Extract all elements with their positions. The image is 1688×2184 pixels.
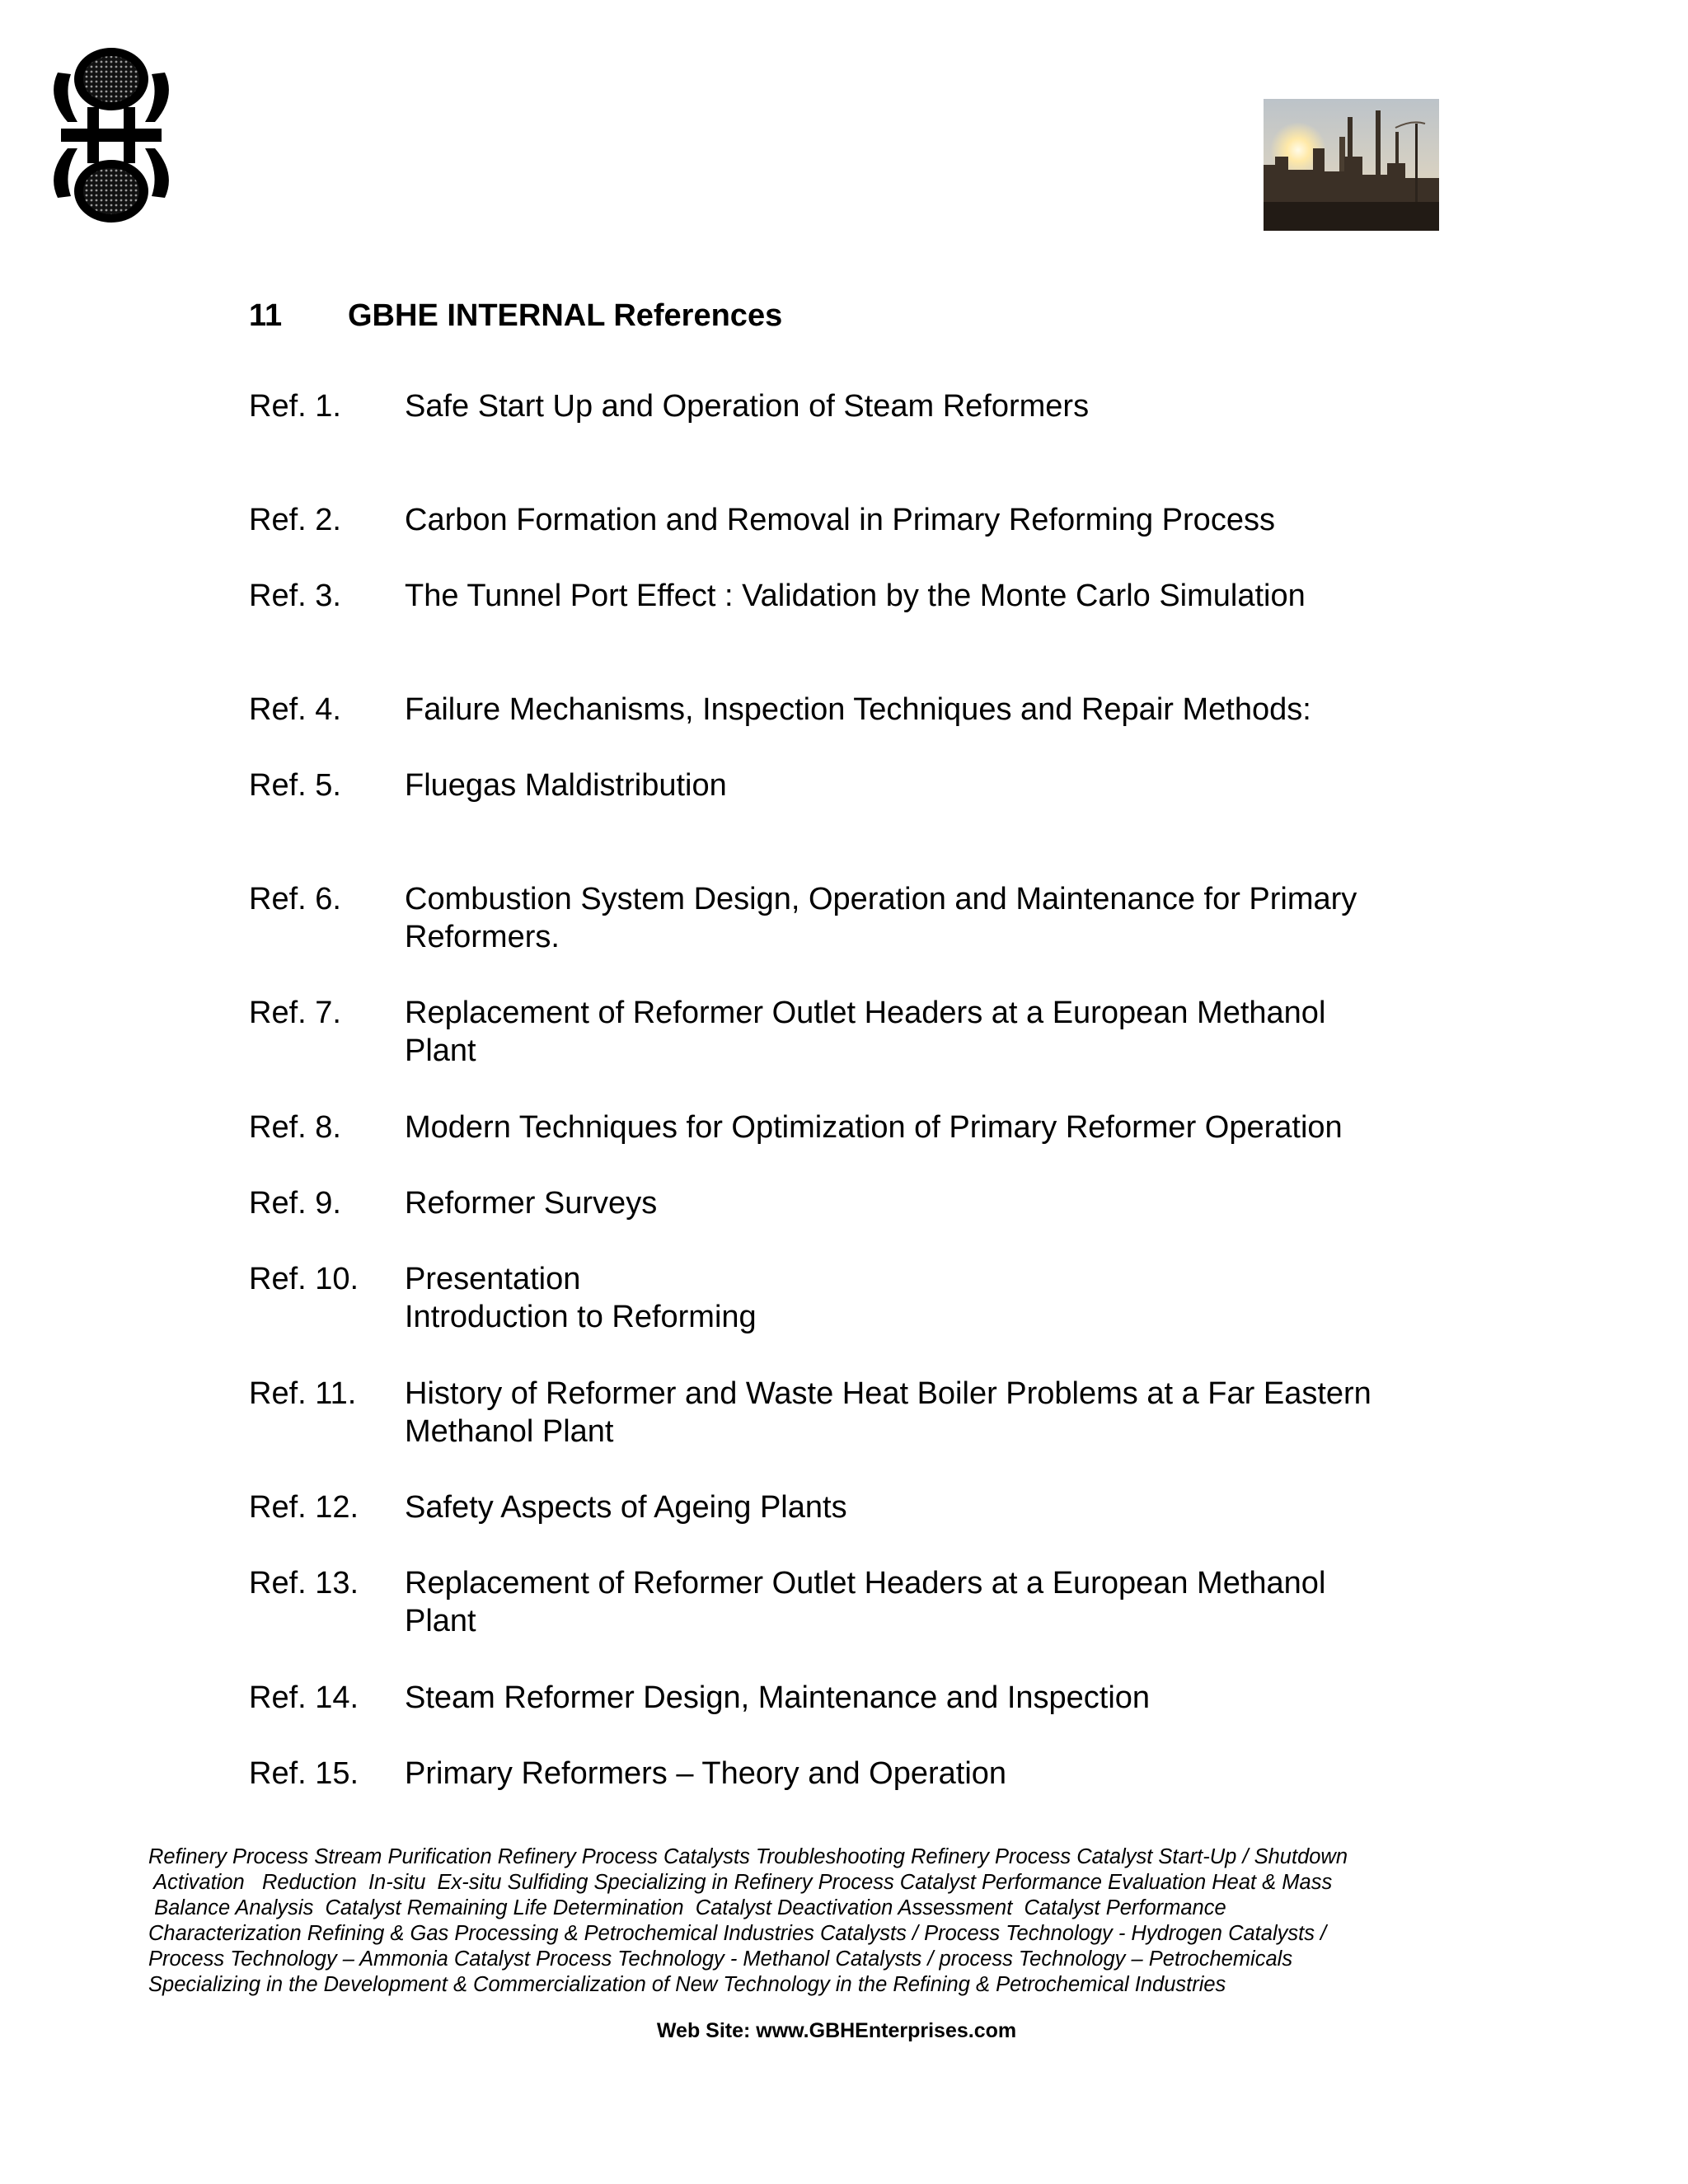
reference-label: Ref. 1. [249,389,341,424]
reference-title: Steam Reformer Design, Maintenance and Inspection [405,1680,1151,1715]
reference-label: Ref. 14. [249,1680,359,1715]
reference-label: Ref. 3. [249,579,341,613]
reference-label: Ref. 6. [249,882,341,916]
reference-item [249,994,1452,1070]
reference-item [249,387,1452,425]
reference-title: Fluegas Maldistribution [405,768,727,803]
reference-title: Combustion System Design, Operation and Maintenance for Primary Reformers. [405,882,1357,954]
reference-label: Ref. 10. [249,1262,359,1296]
reference-title: Safety Aspects of Ageing Plants [405,1490,847,1525]
reference-title: Replacement of Reformer Outlet Headers at a European Methanol Plant [405,1566,1326,1638]
reference-label: Ref. 2. [249,503,341,537]
reference-item [249,1375,1452,1451]
reference-title: The Tunnel Port Effect : Validation by the Monte Carlo Simulation [405,579,1306,613]
reference-label: Ref. 12. [249,1490,359,1525]
reference-label: Ref. 8. [249,1110,341,1145]
website-link[interactable]: Web Site: www.GBHEnterprises.com [656,2019,1017,2042]
reference-title: Carbon Formation and Removal in Primary Reforming Process [405,503,1275,537]
reference-title: Presentation Introduction to Reforming [405,1262,757,1334]
reference-title: Reformer Surveys [405,1186,658,1221]
section-number: 11 [249,298,283,333]
reference-label: Ref. 13. [249,1566,359,1601]
reference-title: Modern Techniques for Optimization of Primary Reformer Operation [405,1110,1343,1145]
reference-label: Ref. 9. [249,1186,341,1221]
section-title: GBHE INTERNAL References [348,298,783,333]
reference-item [249,1184,1452,1222]
reference-item [249,1260,1452,1336]
reference-item [249,577,1452,615]
company-logo [49,40,173,231]
reference-title: Safe Start Up and Operation of Steam Reformers [405,389,1090,424]
reference-label: Ref. 5. [249,768,341,803]
reference-item [249,880,1452,956]
reference-item [249,766,1452,804]
reference-item [249,1108,1452,1146]
section-heading [249,298,782,334]
reference-title: Replacement of Reformer Outlet Headers at a European Methanol Plant [405,996,1326,1068]
reference-label: Ref. 4. [249,692,341,727]
reference-title: History of Reformer and Waste Heat Boiler Problems at a Far Eastern Methanol Plant [405,1376,1372,1449]
reference-item [249,691,1452,729]
reference-label: Ref. 7. [249,996,341,1030]
reference-item [249,1488,1452,1526]
reference-item [249,1564,1452,1640]
reference-title: Primary Reformers – Theory and Operation [405,1756,1007,1791]
reference-label: Ref. 11. [249,1376,357,1411]
footer-description: Refinery Process Stream Purification Refinery Process Catalysts Troubleshooting Refinery Process Catalyst Start-Up / Shutdown Activation Reduction In-situ Ex-situ Sulfiding Specializing in Refinery Process Catalyst Performance Evaluation Heat & Mass Balance Analysis Catalyst Remaining Life Determination Catalyst Deactivation Assessment Catalyst Performance Characterization Refining & Gas Processing & Petrochemical Industries Catalysts / Process Technology - Hydrogen Catalysts / Process Technology – Ammonia Catalyst Process Technology - Methanol Catalysts / process Technology – Petrochemicals Specializing in the Development & Commercialization of New Technology in the Refining & Petrochemical Industries [148,1845,1348,1996]
refinery-photo [1264,99,1439,231]
reference-item [249,501,1452,539]
reference-title: Failure Mechanisms, Inspection Techniques and Repair Methods: [405,692,1311,727]
reference-item [249,1679,1452,1717]
reference-label: Ref. 15. [249,1756,359,1791]
reference-item [249,1755,1452,1793]
